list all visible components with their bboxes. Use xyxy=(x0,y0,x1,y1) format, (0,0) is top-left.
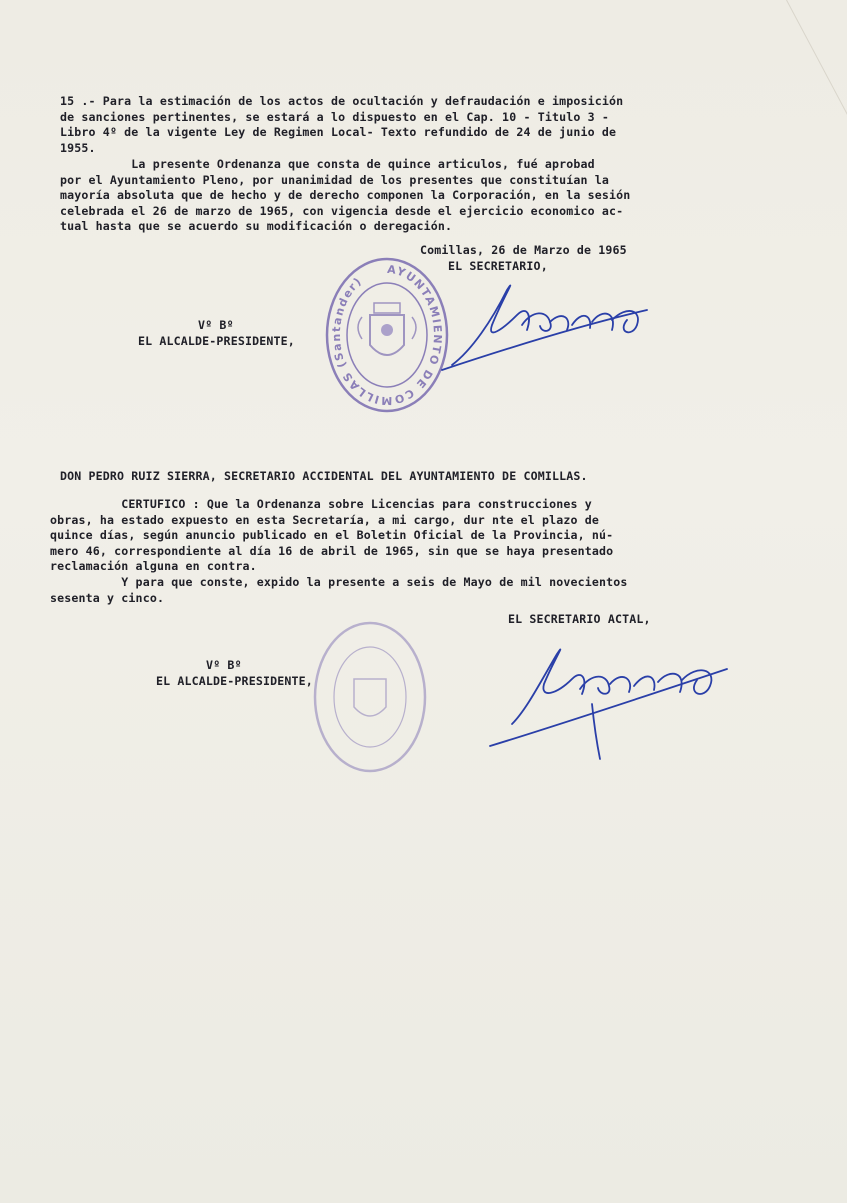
faint-seal-stamp xyxy=(310,617,430,777)
vobo-mark-2: Vº Bº xyxy=(206,658,242,672)
coat-of-arms-icon xyxy=(354,679,386,716)
secretary-actal-title: EL SECRETARIO ACTAL, xyxy=(508,612,651,626)
seal-legend: AYUNTAMIENTO DE COMILLAS (Santander) xyxy=(329,262,445,408)
mayor-title-2: EL ALCALDE-PRESIDENTE, xyxy=(156,674,313,688)
secretary-signature xyxy=(432,270,652,380)
place-date: Comillas, 26 de Marzo de 1965 xyxy=(420,243,627,257)
paper-crease xyxy=(786,0,847,283)
certificate-body: CERTUFICO : Que la Ordenanza sobre Licencias para construcciones y obras, ha estado expuesto en esta Secretaría, a mi cargo, dur nte el plazo de quince días, según anuncio publicado en el Boletin Oficial de la Provincia, nú- mero 46, correspondiente al día 16 de abril de 1965, sin que se haya presentado reclamación alguna en contra. Y para que conste, expido la presente a seis de Mayo de mil novecientos sesenta y cinco. xyxy=(50,497,628,605)
coat-of-arms-icon xyxy=(358,303,416,355)
secretary-title: EL SECRETARIO, xyxy=(448,259,548,273)
certifier-heading: DON PEDRO RUIZ SIERRA, SECRETARIO ACCIDENTAL DEL AYUNTAMIENTO DE COMILLAS. xyxy=(60,469,588,483)
approval-paragraph: La presente Ordenanza que consta de quince articulos, fué aprobad por el Ayuntamiento Pleno, por unanimidad de los presentes que constituían la mayoría absoluta que de hecho y de derecho componen la Corporación, en la sesión celebrada el 26 de marzo de 1965, con vigencia desde el ejercicio economico ac- tual hasta que se acuerdo su modificación o deregación. xyxy=(60,157,631,234)
mayor-title: EL ALCALDE-PRESIDENTE, xyxy=(138,334,295,348)
article-15-text: 15 .- Para la estimación de los actos de ocultación y defraudación e imposición de sanciones pertinentes, se estará a lo dispuesto en el Cap. 10 - Titulo 3 - Libro 4º de la vigente Ley de Regimen Local- Texto refundido de 24 de junio de 1955. xyxy=(60,94,624,155)
vobo-mark: Vº Bº xyxy=(198,318,234,332)
secretary-actal-signature xyxy=(482,624,732,764)
